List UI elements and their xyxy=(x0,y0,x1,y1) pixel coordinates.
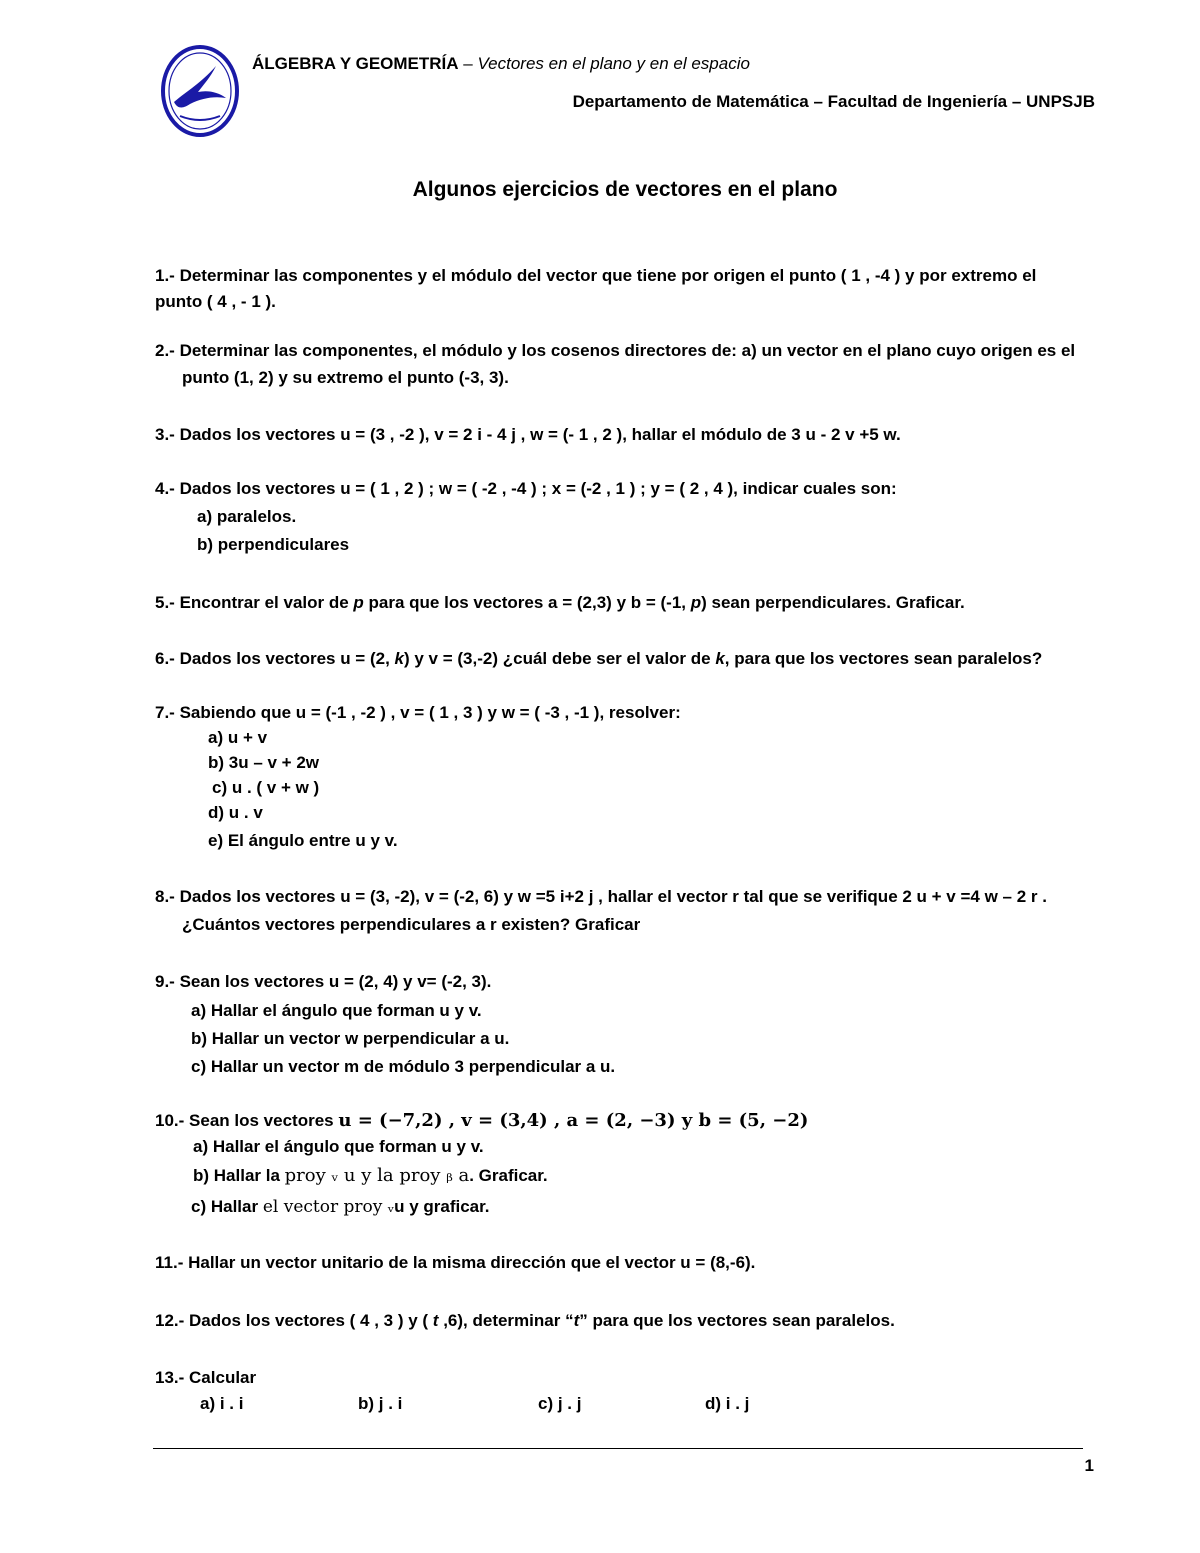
exercise-10-number: 10.- xyxy=(155,1111,185,1130)
exercise-1-line1 xyxy=(155,265,1036,287)
exercise-5-var-p2: p xyxy=(690,593,702,612)
header-dash: – xyxy=(458,54,478,73)
exercise-3-number: 3.- xyxy=(155,425,175,444)
exercise-4-number: 4.- xyxy=(155,479,175,498)
exercise-5-number: 5.- xyxy=(155,593,175,612)
exercise-6-text-pre: Dados los vectores u = (2, xyxy=(179,649,395,668)
exercise-12-text-mid: ,6), determinar “ xyxy=(438,1311,574,1330)
exercise-12-line1 xyxy=(155,1310,895,1332)
exercise-2-number: 2.- xyxy=(155,341,175,360)
exercise-2-text: Determinar las componentes, el módulo y los cosenos directores de: a) un vector en el plano cuyo origen es el xyxy=(179,341,1076,360)
exercise-10-item-c-pre: c) Hallar xyxy=(191,1197,263,1216)
exercise-7-item-c: c) u . ( v + w ) xyxy=(212,778,320,797)
exercise-7-line1 xyxy=(155,702,681,724)
exercise-13-item-b: b) j . i xyxy=(358,1394,403,1413)
course-name: ÁLGEBRA Y GEOMETRÍA xyxy=(252,54,459,73)
page-number: 1 xyxy=(1084,1456,1094,1475)
exercise-11-text: Hallar un vector unitario de la misma dirección que el vector u = (8,-6). xyxy=(188,1253,756,1272)
exercise-7-item-b: b) 3u – v + 2w xyxy=(208,753,320,772)
exercise-5-text-mid: para que los vectores a = (2,3) y b = (-1, xyxy=(363,593,691,612)
exercise-12-var-t2: t xyxy=(573,1311,580,1330)
exercise-5-text-pre: Encontrar el valor de xyxy=(179,593,354,612)
exercise-10-item-b-pre: b) Hallar la xyxy=(193,1166,285,1185)
footer-rule xyxy=(153,1448,1083,1449)
exercise-10-vectors-math: u = (−7,2) , v = (3,4) , a = (2, −3) y b = (5, −2) xyxy=(338,1110,809,1131)
course-subtitle: Vectores en el plano y en el espacio xyxy=(477,54,750,73)
exercise-3-line1 xyxy=(155,424,901,446)
exercise-5-var-p: p xyxy=(353,593,364,612)
exercise-8-text: Dados los vectores u = (3, -2), v = (-2, 6) y w =5 i+2 j , hallar el vector r tal que se verifique 2 u + v =4 w – 2 r . xyxy=(179,887,1047,906)
exercise-13-line1 xyxy=(155,1367,256,1389)
exercise-5-text-post: ) sean perpendiculares. Graficar. xyxy=(701,593,965,612)
exercise-9-item-b: b) Hallar un vector w perpendicular a u. xyxy=(191,1029,510,1048)
exercise-10-text-pre: Sean los vectores xyxy=(189,1111,339,1130)
exercise-10-item-c-post: u y graficar. xyxy=(394,1197,490,1216)
exercise-1-line2: punto ( 4 , - 1 ). xyxy=(155,292,276,311)
exercise-6-text-mid: ) y v = (3,-2) ¿cuál debe ser el valor de xyxy=(404,649,716,668)
exercise-2-line1 xyxy=(155,340,1075,362)
exercise-11-line1 xyxy=(155,1252,755,1274)
exercise-6-var-k2: k xyxy=(715,649,725,668)
exercise-7-item-e: e) El ángulo entre u y v. xyxy=(208,831,398,850)
page-title: Algunos ejercicios de vectores en el plano xyxy=(412,178,838,201)
exercise-6-text-post: , para que los vectores sean paralelos? xyxy=(724,649,1043,668)
exercise-9-line1 xyxy=(155,971,491,993)
exercise-13-number: 13.- xyxy=(155,1368,185,1387)
exercise-10-item-b-math: proy ᵥ u y la proy ᵦ a xyxy=(284,1165,470,1186)
exercise-7-item-a: a) u + v xyxy=(208,728,268,747)
exercise-13-item-c: c) j . j xyxy=(538,1394,582,1413)
exercise-5-line1 xyxy=(155,592,965,614)
exercise-6-line1 xyxy=(155,648,1042,670)
exercise-2-line2: punto (1, 2) y su extremo el punto (-3, 3). xyxy=(182,368,509,387)
exercise-12-var-t: t xyxy=(432,1311,439,1330)
exercise-8-line2: ¿Cuántos vectores perpendiculares a r existen? Graficar xyxy=(182,915,641,934)
exercise-1-number: 1.- xyxy=(155,266,175,285)
header-course-line xyxy=(252,54,750,74)
exercise-11-number: 11.- xyxy=(155,1253,184,1272)
exercise-4-item-b: b) perpendiculares xyxy=(197,535,350,554)
exercise-7-text: Sabiendo que u = (-1 , -2 ) , v = ( 1 , 3 ) y w = ( -3 , -1 ), resolver: xyxy=(179,703,681,722)
exercise-3-text: Dados los vectores u = (3 , -2 ), v = 2 i - 4 j , w = (- 1 , 2 ), hallar el módulo de 3 u - 2 v +5 w. xyxy=(179,425,901,444)
exercise-10-item-a: a) Hallar el ángulo que forman u y v. xyxy=(193,1137,484,1156)
exercise-12-text-post: ” para que los vectores sean paralelos. xyxy=(579,1311,895,1330)
university-logo xyxy=(160,44,240,138)
exercise-9-text: Sean los vectores u = (2, 4) y v= (-2, 3). xyxy=(179,972,492,991)
department-line: Departamento de Matemática – Facultad de Ingeniería – UNPSJB xyxy=(572,92,1095,111)
exercise-9-number: 9.- xyxy=(155,972,175,991)
exercise-10-line1 xyxy=(155,1110,808,1132)
exercise-12-text-pre: Dados los vectores ( 4 , 3 ) y ( xyxy=(189,1311,433,1330)
exercise-9-item-c: c) Hallar un vector m de módulo 3 perpendicular a u. xyxy=(191,1057,616,1076)
exercise-7-item-d: d) u . v xyxy=(208,803,263,822)
exercise-12-number: 12.- xyxy=(155,1311,185,1330)
exercise-10-item-c-math: el vector proy ᵥ xyxy=(262,1197,395,1217)
exercise-1-text: Determinar las componentes y el módulo del vector que tiene por origen el punto ( 1 , -4 ) y por extremo el xyxy=(179,266,1037,285)
exercise-4-text: Dados los vectores u = ( 1 , 2 ) ; w = ( -2 , -4 ) ; x = (-2 , 1 ) ; y = ( 2 , 4 ), indicar cuales son: xyxy=(179,479,897,498)
exercise-6-var-k: k xyxy=(394,649,404,668)
exercise-8-line1 xyxy=(155,886,1047,908)
exercise-13-item-d: d) i . j xyxy=(705,1394,750,1413)
exercise-13-text: Calcular xyxy=(189,1368,257,1387)
exercise-9-item-a: a) Hallar el ángulo que forman u y v. xyxy=(191,1001,482,1020)
exercise-8-number: 8.- xyxy=(155,887,175,906)
exercise-10-item-c xyxy=(191,1196,490,1218)
exercise-6-number: 6.- xyxy=(155,649,175,668)
exercise-13-item-a: a) i . i xyxy=(200,1394,244,1413)
exercise-10-item-b xyxy=(193,1165,548,1187)
exercise-10-item-b-post: . Graficar. xyxy=(469,1166,548,1185)
exercise-7-number: 7.- xyxy=(155,703,175,722)
exercise-4-line1 xyxy=(155,478,897,500)
exercise-4-item-a: a) paralelos. xyxy=(197,507,297,526)
